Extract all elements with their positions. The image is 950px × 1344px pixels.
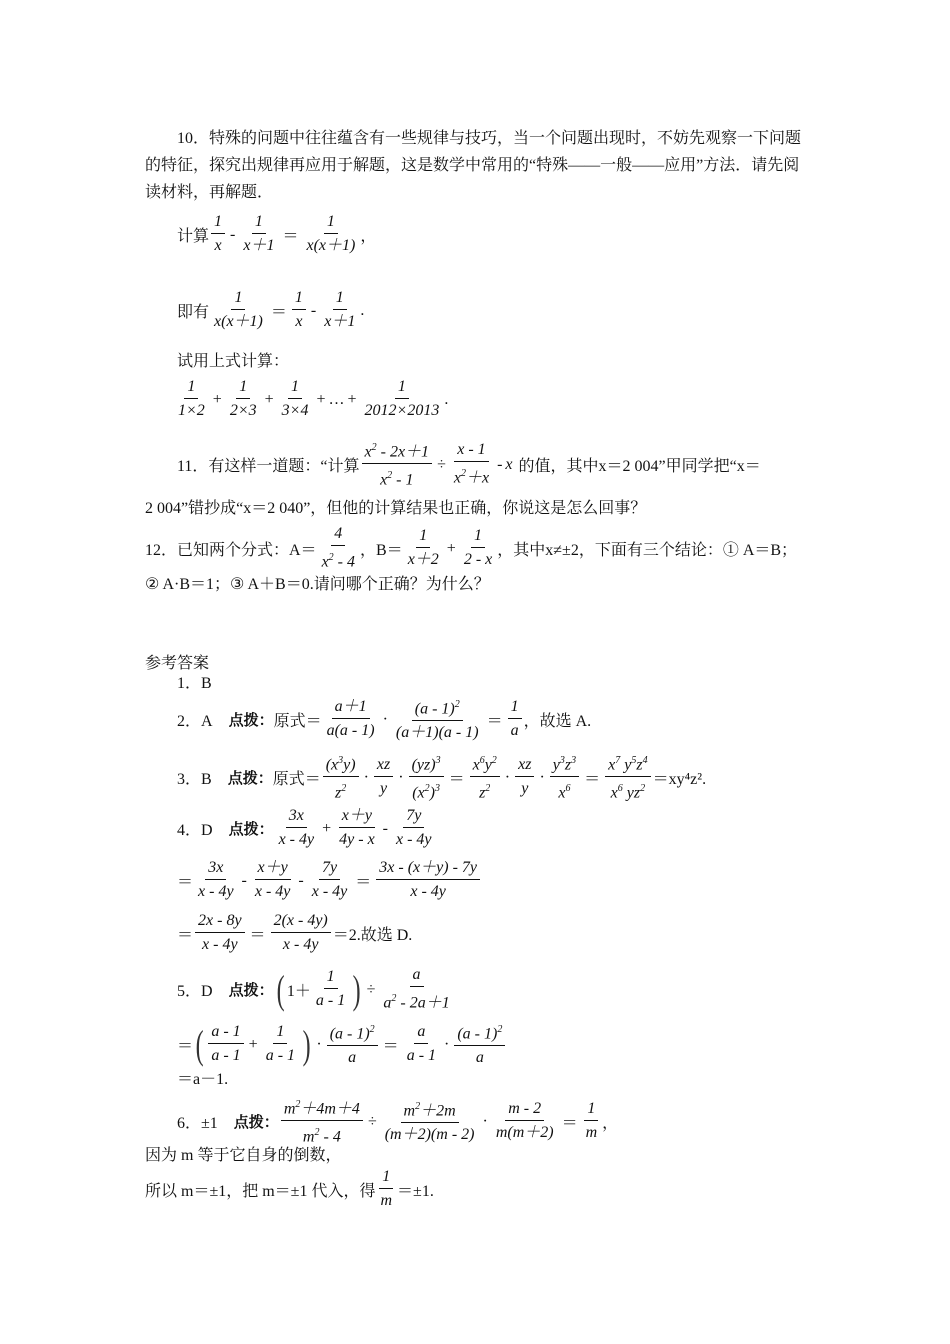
q10-try-label: 试用上式计算：: [177, 353, 290, 370]
q10-sum-formula: $\frac{1}{1\times 2}$ + $\frac{1}{2\times 3}$ + $\frac{1}{3\times 4}$ + … + $\frac{1}{2012\times 2013}$ .: [178, 378, 449, 419]
q10-then-label: 即有: [177, 304, 210, 321]
answer-6-line1: 6．±1 点拨： $\frac{m^2+4m+4}{m^2 - 4}$ ÷ $\frac{m^2+2m}{(m+2)(m - 2)}$ · $\frac{m - 2}{m(m+2)}$ ＝ $\frac{1}{m}$ ，: [177, 1094, 618, 1150]
answer-5-line2: ＝ ( $\frac{a - 1}{a - 1}$ + $\frac{1}{a - 1}$ ) · $\frac{(a - 1)^2}{a}$ ＝ $\frac{a}{a - 1}$ · $\frac{(a - 1)^2}{a}$: [177, 1019, 507, 1070]
q11-line1: 11．有这样一道题：“计算 $\frac{x^2 - 2x+1}{x^2 - 1}$ ÷ $\frac{x - 1}{x^2+x}$ - x 的值，其中x＝2 004”甲同学把“x＝: [177, 437, 761, 493]
answer-3-tip: 点拨：: [227, 770, 273, 788]
answer-5-tip: 点拨：: [228, 982, 274, 1000]
ellipsis: …: [328, 390, 345, 408]
answer-2: 2．A 点拨： 原式＝ $\frac{a+1}{a(a - 1)}$ · $\frac{(a - 1)^2}{(a+1)(a - 1)}$ ＝ $\frac{1}{a}$ ，故选 A.: [177, 694, 591, 745]
answer-4-line3: ＝ $\frac{2x - 8y}{x - 4y}$ ＝ $\frac{2(x - 4y)}{x - 4y}$ ＝2.故选 D.: [177, 912, 413, 953]
answer-6-line2: 因为 m 等于它自身的倒数，: [145, 1147, 342, 1164]
q11-suffix: 的值，其中x＝2 004”甲同学把“x＝: [518, 458, 761, 476]
answer-5-choice: 5．D: [177, 983, 213, 1001]
q11-prefix: 11．有这样一道题：“计算: [177, 458, 360, 476]
answer-3-end: ＝xy⁴z².: [652, 771, 707, 789]
answer-4-end: ＝2.故选 D.: [332, 927, 413, 944]
answer-6-line3-end: ＝±1.: [397, 1183, 434, 1200]
answer-5-end: ＝a－1.: [177, 1071, 229, 1088]
answers-heading: 参考答案: [145, 655, 210, 672]
answer-3-text: 原式＝: [272, 771, 321, 789]
q12-prefix: 12．已知两个分式：A＝: [145, 542, 317, 560]
answer-1: 1．B: [177, 675, 212, 692]
q10-then-formula: 即有 $\frac{1}{x(x+1)}$ ＝ $\frac{1}{x}$ - $\frac{1}{x+1}$ .: [177, 289, 365, 330]
q12-line1: 12．已知两个分式：A＝ $\frac{4}{x^2 - 4}$ ，B＝ $\frac{1}{x+2}$ + $\frac{1}{2 - x}$ ，其中x≠±2，下面有三个结论：① A＝B；: [145, 525, 798, 571]
answer-3-choice: 3．B: [177, 771, 212, 789]
q11-line2: 2 004”错抄成“x＝2 040”，但他的计算结果也正确，你说这是怎么回事？: [145, 500, 647, 517]
q12-suffix: ，其中x≠±2，下面有三个结论：① A＝B；: [497, 542, 798, 560]
answer-3: 3．B 点拨： 原式＝ $\frac{(x^3y)}{z^2}$ · $\frac{xz}{y}$ · $\frac{(yz)^3}{(x^2)^3}$ ＝ $\frac{x^6y^2}{z^2}$ · $\frac{xz}{y}$ · $\frac{y^3z^3}{x^6}$ ＝ $\frac{x^7 y^5z^4}{x^6 yz^2}$ ＝xy⁴z².: [177, 750, 706, 806]
answer-6-choice: 6．±1: [177, 1115, 218, 1133]
answer-5-line1: 5．D 点拨： ( 1＋ $\frac{1}{a - 1}$ ) ÷ $\frac{a}{a^2 - 2a+1}$: [177, 966, 450, 1012]
answer-4-line1: 4．D 点拨： $\frac{3x}{x - 4y}$ + $\frac{x+y}{4y - x}$ - $\frac{7y}{x - 4y}$: [177, 807, 432, 848]
answer-2-end: ，故选 A.: [523, 713, 592, 731]
answer-2-tip: 点拨：: [228, 712, 274, 730]
q10-calc-label: 计算: [177, 228, 210, 245]
answer-2-choice: 2．A: [177, 713, 213, 731]
answer-2-text: 原式＝: [273, 713, 322, 731]
answer-6-tip: 点拨：: [233, 1114, 279, 1132]
q12-mid: ，B＝: [360, 542, 403, 560]
answer-4-choice: 4．D: [177, 822, 213, 839]
q10-paragraph: 10．特殊的问题中往往蕴含有一些规律与技巧，当一个问题出现时，不妨先观察一下问题的特征，探究出规律再应用于解题，这是数学中常用的“特殊——一般——应用”方法．请先阅读材料，再解题．: [145, 130, 802, 201]
answer-6-line3: 所以 m＝±1，把 m＝±1 代入，得 $\frac{1}{m}$ ＝±1.: [145, 1168, 434, 1209]
answer-6-line3-text: 所以 m＝±1，把 m＝±1 代入，得: [145, 1183, 376, 1200]
q10-calc-formula: 计算 $\frac{1}{x}$ - $\frac{1}{x+1}$ ＝ $\frac{1}{x(x+1)}$ ，: [177, 213, 377, 254]
q12-line2: ② A·B＝1；③ A＋B＝0.请问哪个正确？为什么？: [145, 576, 490, 593]
answer-4-line2: ＝ $\frac{3x}{x - 4y}$ - $\frac{x+y}{x - 4y}$ - $\frac{7y}{x - 4y}$ ＝ $\frac{3x - (x+y) - 7y}{x - 4y}$: [177, 857, 482, 904]
answer-4-tip: 点拨：: [228, 821, 274, 838]
